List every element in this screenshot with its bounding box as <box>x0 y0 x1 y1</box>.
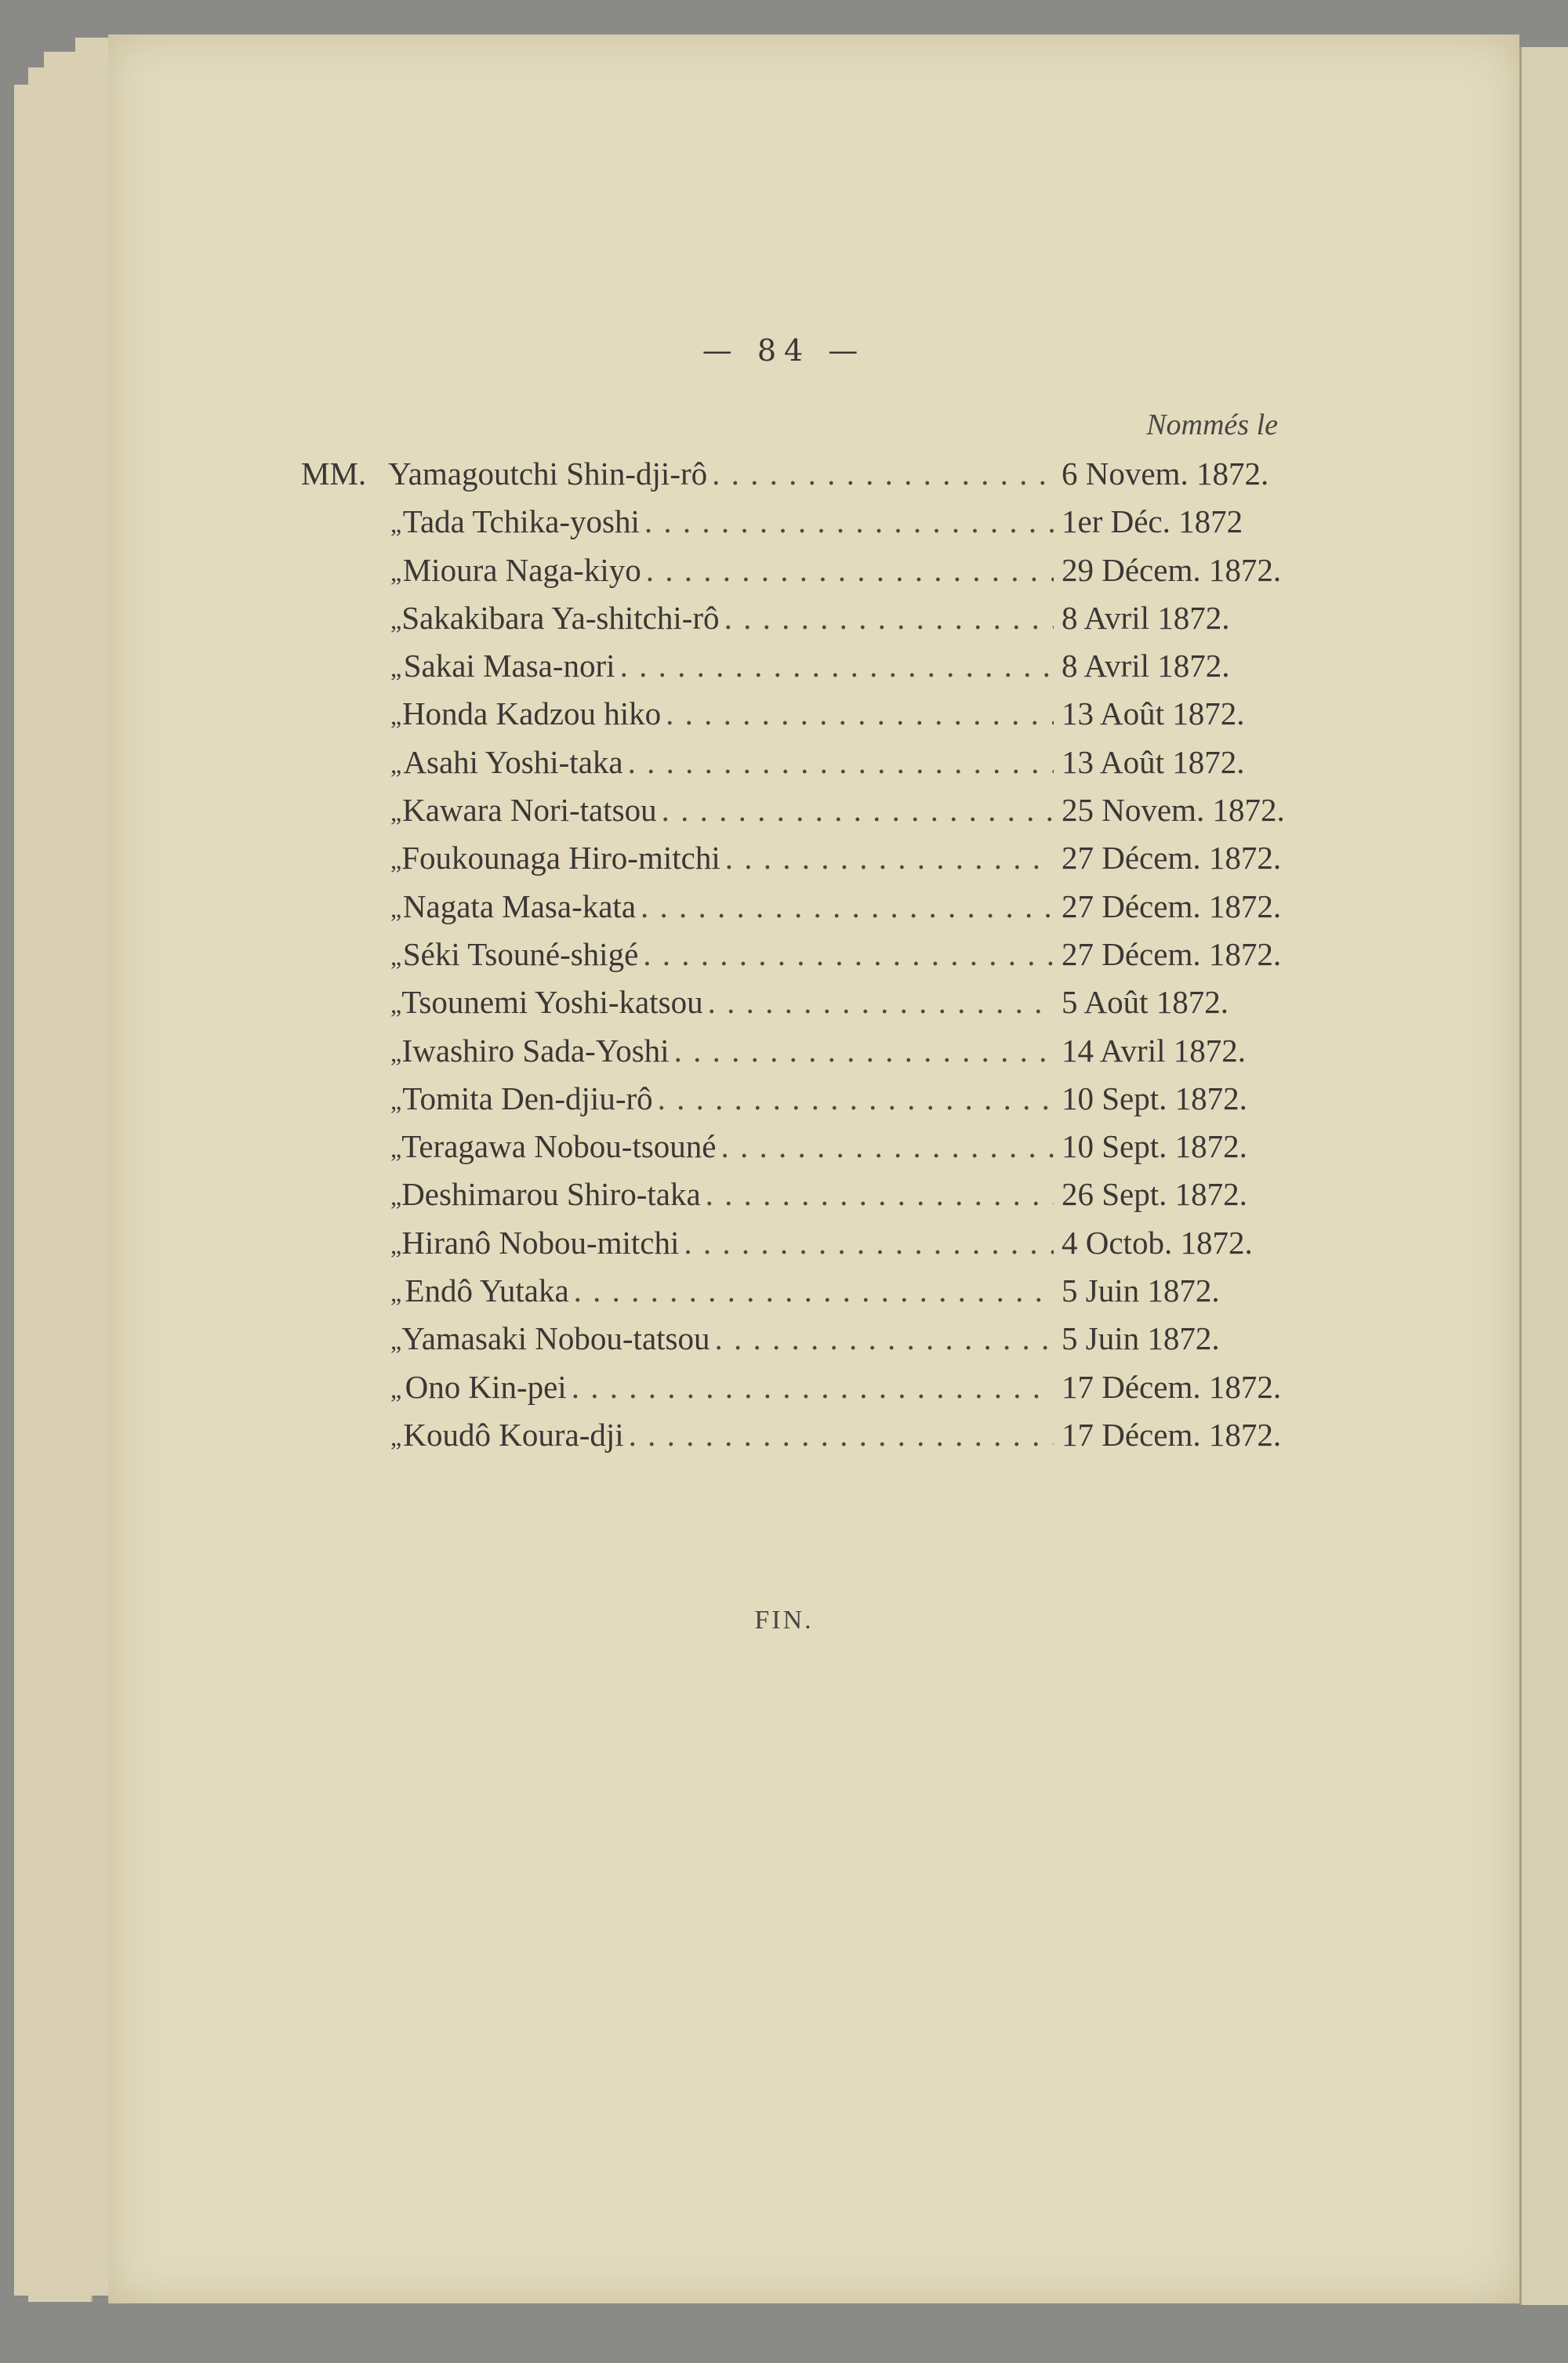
dot-leader <box>629 1416 1054 1454</box>
entry-prefix: „ <box>390 1374 402 1403</box>
entry-date: 26 Sept. 1872. <box>1062 1176 1247 1213</box>
entry-name: Kawara Nori-tatsou <box>402 792 657 829</box>
entry-prefix: „ <box>390 846 402 875</box>
next-page-edge <box>1519 47 1568 2305</box>
list-item <box>301 551 1320 599</box>
entry-prefix: „ <box>390 1182 402 1211</box>
entry-prefix: „ <box>390 1279 402 1308</box>
dot-leader <box>643 935 1054 973</box>
dot-leader <box>715 1319 1054 1357</box>
entry-date: 5 Juin 1872. <box>1062 1320 1220 1357</box>
dot-leader <box>684 1224 1054 1261</box>
entry-prefix: „ <box>390 894 402 923</box>
entry-name: Deshimarou Shiro-taka <box>401 1176 701 1213</box>
entry-date: 27 Décem. 1872. <box>1062 935 1282 972</box>
dot-leader <box>646 551 1054 589</box>
entry-date: 8 Avril 1872. <box>1062 648 1230 684</box>
entry-name: Hiranô Nobou-mitchi <box>401 1224 680 1261</box>
end-mark: FIN. <box>754 1606 814 1635</box>
list-item <box>301 935 1320 983</box>
entry-name: Tada Tchika-yoshi <box>402 503 640 540</box>
entry-prefix: „ <box>390 798 402 827</box>
dot-leader <box>662 791 1054 829</box>
entry-prefix: „ <box>390 510 402 539</box>
entry-date: 6 Novem. 1872. <box>1062 456 1269 492</box>
entry-date: 14 Avril 1872. <box>1062 1032 1246 1069</box>
entry-name: Sakakibara Ya-shitchi-rô <box>401 599 720 636</box>
entry-date: 13 Août 1872. <box>1062 743 1245 780</box>
list-item <box>301 1368 1320 1416</box>
list-item <box>301 1032 1320 1080</box>
list-item <box>301 1272 1320 1319</box>
dot-leader <box>641 887 1054 925</box>
entry-prefix: „ <box>390 557 402 586</box>
entry-prefix: „ <box>390 942 402 971</box>
list-item <box>301 1080 1320 1127</box>
entry-name: Tsounemi Yoshi-katsou <box>401 984 703 1021</box>
entry-name: Mioura Naga-kiyo <box>402 551 641 588</box>
entry-prefix: „ <box>390 654 402 683</box>
list-item <box>301 695 1320 742</box>
entry-name: Asahi Yoshi-taka <box>403 743 623 780</box>
dot-leader <box>644 503 1054 540</box>
list-item <box>301 983 1320 1031</box>
dot-leader <box>712 455 1054 492</box>
entry-prefix: „ <box>390 1134 402 1163</box>
entry-date: 17 Décem. 1872. <box>1062 1368 1282 1405</box>
dot-leader <box>572 1368 1054 1406</box>
dot-leader <box>725 839 1054 877</box>
entry-prefix: „ <box>390 1230 402 1259</box>
dot-leader <box>658 1080 1054 1117</box>
entry-date: 27 Décem. 1872. <box>1062 887 1282 924</box>
entry-prefix: „ <box>390 1086 402 1115</box>
list-item <box>301 1319 1320 1367</box>
entry-prefix: MM. <box>301 456 367 492</box>
entry-prefix: „ <box>390 605 402 634</box>
list-item <box>301 1416 1320 1464</box>
list-item <box>301 599 1320 647</box>
list-item <box>301 1127 1320 1175</box>
column-header-nommes-le: Nommés le <box>1146 408 1278 441</box>
entry-name: Yamagoutchi Shin-dji-rô <box>388 456 708 492</box>
list-item <box>301 887 1320 935</box>
dot-leader <box>708 983 1054 1021</box>
list-item <box>301 647 1320 695</box>
entry-name: Iwashiro Sada-Yoshi <box>401 1032 670 1069</box>
entry-date: 4 Octob. 1872. <box>1062 1224 1253 1261</box>
list-item <box>301 839 1320 887</box>
page-number: — 84 — <box>702 333 866 368</box>
entry-name: Teragawa Nobou-tsouné <box>401 1128 717 1165</box>
entry-name: Endô Yutaka <box>405 1272 569 1309</box>
entry-name: Yamasaki Nobou-tatsou <box>401 1320 710 1357</box>
dot-leader <box>620 647 1054 684</box>
list-item <box>301 1224 1320 1272</box>
entry-name: Séki Tsouné-shigé <box>402 935 639 972</box>
entry-prefix: „ <box>390 702 402 731</box>
dot-leader <box>574 1272 1054 1309</box>
list-item <box>301 455 1320 503</box>
entry-date: 10 Sept. 1872. <box>1062 1080 1247 1116</box>
entry-prefix: „ <box>390 1422 402 1451</box>
entry-prefix: „ <box>390 990 402 1019</box>
entry-name: Nagata Masa-kata <box>402 887 637 924</box>
entry-name: Honda Kadzou hiko <box>401 695 662 732</box>
entry-prefix: „ <box>390 1327 402 1356</box>
dot-leader <box>724 599 1054 637</box>
entry-prefix: „ <box>390 750 402 779</box>
dot-leader <box>628 743 1054 781</box>
entry-name: Foukounaga Hiro-mitchi <box>401 840 720 877</box>
dot-leader <box>706 1175 1054 1213</box>
list-item <box>301 1175 1320 1223</box>
list-item <box>301 791 1320 839</box>
entry-date: 5 Juin 1872. <box>1062 1272 1220 1309</box>
list-item <box>301 743 1320 791</box>
entry-date: 25 Novem. 1872. <box>1062 792 1285 829</box>
entry-name: Koudô Koura-dji <box>403 1416 624 1453</box>
entry-prefix: „ <box>390 1038 402 1067</box>
entry-date: 10 Sept. 1872. <box>1062 1128 1247 1165</box>
dot-leader <box>674 1032 1054 1069</box>
dot-leader <box>666 695 1054 732</box>
entry-name: Tomita Den-djiu-rô <box>402 1080 653 1116</box>
entry-date: 8 Avril 1872. <box>1062 599 1230 636</box>
entry-date: 1er Déc. 1872 <box>1062 503 1243 540</box>
dot-leader <box>721 1127 1054 1165</box>
entry-date: 5 Août 1872. <box>1062 984 1229 1021</box>
entry-name: Ono Kin-pei <box>405 1368 567 1405</box>
list-item <box>301 503 1320 550</box>
entry-date: 27 Décem. 1872. <box>1062 840 1282 877</box>
entry-date: 17 Décem. 1872. <box>1062 1416 1282 1453</box>
entry-name: Sakai Masa-nori <box>403 648 615 684</box>
appointment-list <box>301 455 1320 1464</box>
entry-date: 13 Août 1872. <box>1062 695 1245 732</box>
entry-date: 29 Décem. 1872. <box>1062 551 1282 588</box>
